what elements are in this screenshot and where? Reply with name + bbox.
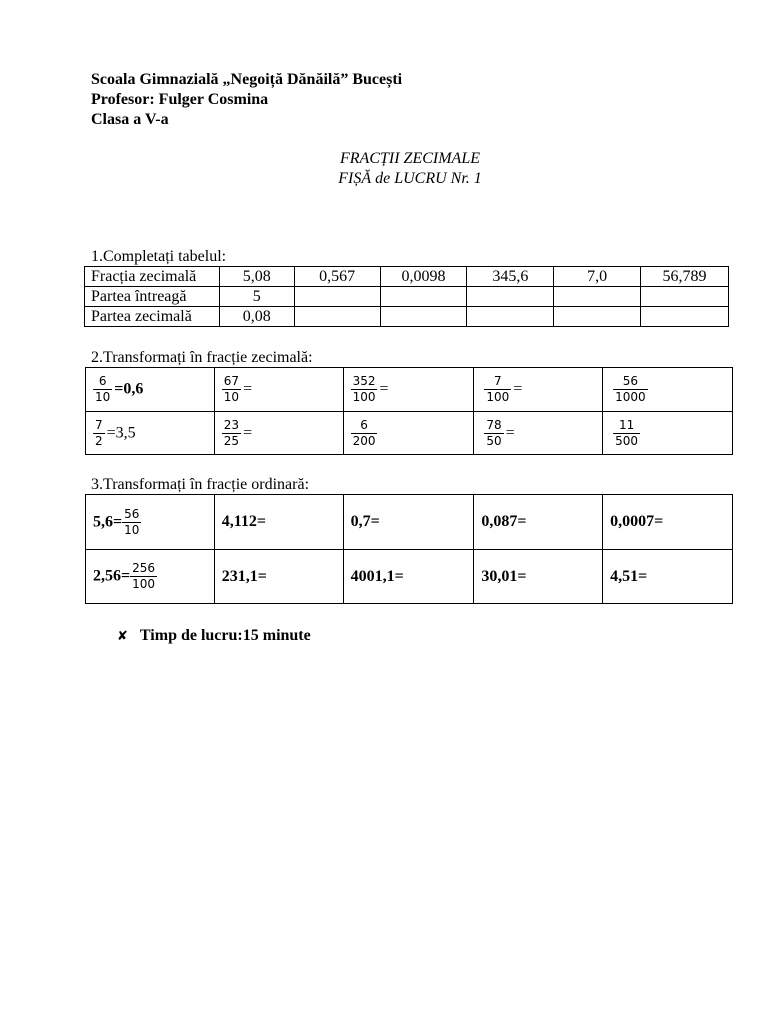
fraction <box>613 418 640 449</box>
table-row <box>85 287 729 307</box>
time-note-text: Timp de lucru:15 minute <box>139 627 311 644</box>
fraction <box>351 374 378 405</box>
equals-sign: = <box>513 380 523 398</box>
conversion-cell[interactable] <box>86 495 215 550</box>
table-cell: 0,08 <box>219 307 294 327</box>
conversion-cell[interactable]: 4001,1= <box>343 550 474 604</box>
table-cell: 5,08 <box>219 267 294 287</box>
teacher-name: Profesor: Fulger Cosmina <box>91 91 269 108</box>
conversion-cell[interactable]: 0,0007= <box>603 495 733 550</box>
answer-cell[interactable] <box>294 307 380 327</box>
table-row <box>86 368 733 412</box>
school-name: Scoala Gimnazială „Negoiță Dănăilă” Bucești <box>91 71 403 88</box>
fraction <box>130 561 157 592</box>
answer-cell[interactable] <box>380 307 467 327</box>
table-cell: 7,0 <box>554 267 641 287</box>
numerator: 11 <box>613 418 640 434</box>
decimal-text: 5,6= <box>93 513 123 530</box>
denominator: 25 <box>223 433 240 448</box>
fraction <box>122 507 141 538</box>
fraction <box>222 418 241 449</box>
row-label: Fracția zecimală <box>85 267 220 287</box>
table-cell: 0,567 <box>294 267 380 287</box>
answer-cell[interactable] <box>467 307 554 327</box>
denominator: 200 <box>352 433 376 448</box>
fraction <box>93 418 105 449</box>
class-name: Clasa a V-a <box>91 111 169 128</box>
fraction-cell[interactable] <box>343 368 474 412</box>
conversion-cell[interactable] <box>86 550 215 604</box>
denominator: 50 <box>486 433 502 448</box>
fraction-cell[interactable] <box>474 368 603 412</box>
fraction-cell[interactable] <box>214 368 343 412</box>
page-title: FRACȚII ZECIMALE <box>340 150 480 167</box>
answer-cell[interactable] <box>294 287 380 307</box>
table-cell: 56,789 <box>641 267 729 287</box>
conversion-cell[interactable]: 0,087= <box>474 495 603 550</box>
exercise-2-table <box>85 367 733 455</box>
equals-sign: = <box>243 424 253 441</box>
result-text: =3,5 <box>106 424 136 441</box>
table-cell: 345,6 <box>467 267 554 287</box>
fraction-cell[interactable] <box>474 412 603 455</box>
answer-cell[interactable] <box>467 287 554 307</box>
row-label: Partea întreagă <box>85 287 220 307</box>
numerator: 56 <box>613 374 648 390</box>
result-text: =0,6 <box>114 380 144 398</box>
fraction <box>484 418 503 449</box>
conversion-cell[interactable]: 0,7= <box>343 495 474 550</box>
conversion-cell[interactable]: 4,112= <box>214 495 343 550</box>
fraction <box>93 374 112 405</box>
numerator: 7 <box>484 374 511 390</box>
equals-sign: = <box>505 424 515 441</box>
table-cell: 0,0098 <box>380 267 467 287</box>
numerator: 6 <box>93 374 112 390</box>
fraction <box>222 374 241 405</box>
denominator: 2 <box>95 433 103 448</box>
denominator: 10 <box>124 522 140 537</box>
equals-sign: = <box>379 380 389 398</box>
exercise-3-heading: 3.Transformați în fracție ordinară: <box>91 476 310 493</box>
conversion-cell[interactable]: 30,01= <box>474 550 603 604</box>
denominator: 1000 <box>615 390 646 404</box>
fraction-cell[interactable] <box>86 368 215 412</box>
denominator: 500 <box>615 433 639 448</box>
conversion-cell[interactable]: 231,1= <box>214 550 343 604</box>
numerator: 6 <box>351 418 378 434</box>
denominator: 100 <box>132 577 156 591</box>
numerator: 56 <box>124 506 140 521</box>
table-cell: 5 <box>219 287 294 307</box>
answer-cell[interactable] <box>554 287 641 307</box>
row-label: Partea zecimală <box>85 307 220 327</box>
denominator: 10 <box>223 390 240 404</box>
denominator: 10 <box>95 390 111 404</box>
fraction <box>613 374 648 405</box>
table-row <box>86 495 733 550</box>
fraction-cell[interactable] <box>214 412 343 455</box>
numerator: 67 <box>223 374 240 388</box>
answer-cell[interactable] <box>380 287 467 307</box>
exercise-3-table <box>85 494 733 604</box>
equals-sign: = <box>243 380 253 398</box>
fraction-cell[interactable] <box>86 412 215 455</box>
x-mark-icon: ✘ <box>117 629 128 644</box>
fraction <box>351 418 378 449</box>
numerator: 352 <box>352 374 376 388</box>
numerator: 23 <box>223 417 240 432</box>
numerator: 78 <box>486 417 502 432</box>
fraction <box>484 374 511 405</box>
denominator: 100 <box>486 390 510 404</box>
denominator: 100 <box>352 390 376 404</box>
table-row <box>86 550 733 604</box>
numerator: 7 <box>95 417 103 432</box>
answer-cell[interactable] <box>554 307 641 327</box>
table-row <box>86 412 733 455</box>
fraction-cell[interactable] <box>343 412 474 455</box>
exercise-2-heading: 2.Transformați în fracție zecimală: <box>91 349 313 366</box>
fraction-cell[interactable] <box>603 412 733 455</box>
conversion-cell[interactable]: 4,51= <box>603 550 733 604</box>
page-subtitle: FIȘĂ de LUCRU Nr. 1 <box>338 170 482 187</box>
decimal-text: 2,56= <box>93 567 131 585</box>
answer-cell[interactable] <box>641 287 729 307</box>
exercise-1-table <box>84 266 729 327</box>
table-row <box>85 307 729 327</box>
numerator: 256 <box>132 561 156 575</box>
table-row <box>85 267 729 287</box>
answer-cell[interactable] <box>641 307 729 327</box>
fraction-cell[interactable] <box>603 368 733 412</box>
time-note <box>117 626 311 647</box>
exercise-1-heading: 1.Completați tabelul: <box>91 248 227 265</box>
